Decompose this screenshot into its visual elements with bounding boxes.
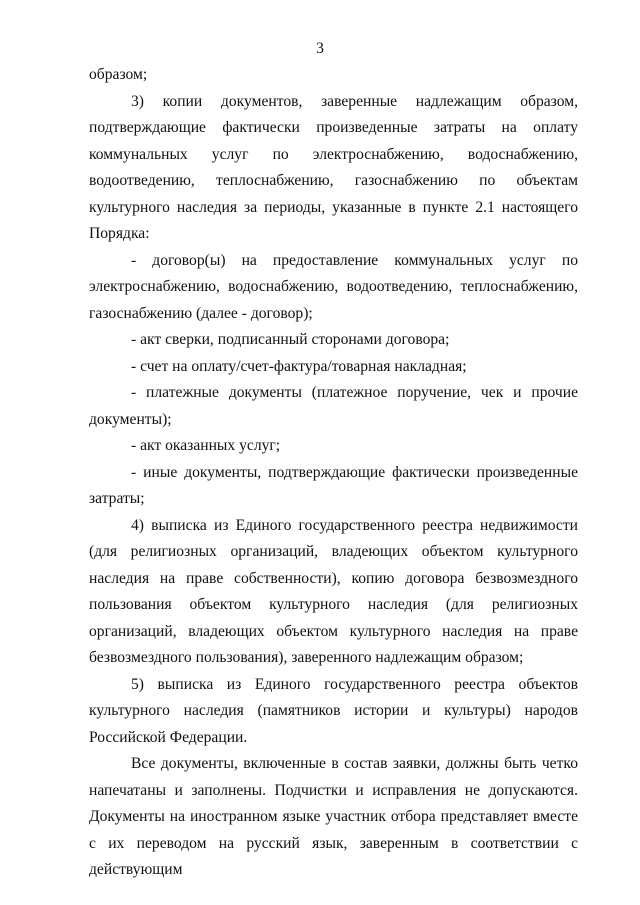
- list-item-services-act: - акт оказанных услуг;: [131, 437, 281, 454]
- paragraph-item-5: 5) выписка из Единого государственного реестра объектов культурного наследия (памятников истории и культуры) народов Российской Федерации.: [89, 675, 578, 746]
- document-body: [89, 62, 578, 884]
- list-item-other-documents: - иные документы, подтверждающие фактически произведенные затраты;: [89, 463, 578, 507]
- paragraph-item-4: 4) выписка из Единого государственного реестра недвижимости (для религиозных организаций, владеющих объектом культурного наследия на праве собственности), копию договора безвозмездного пользования объектом культурного наследия (для религиозных организаций, владеющих объектом культурного наследия на праве безвозмездного пользования), заверенного надлежащим образом;: [89, 516, 578, 666]
- paragraph-requirements: Все документы, включенные в состав заявки, должны быть четко напечатаны и заполнены. Подчистки и исправления не допускаются. Документы на иностранном языке участник отбора представляет вместе с их переводом на русский язык, заверенным в соответствии с действующим: [89, 755, 578, 878]
- list-item-invoice: - счет на оплату/счет-фактура/товарная накладная;: [131, 357, 467, 375]
- list-item-contract: - договор(ы) на предоставление коммунальных услуг по электроснабжению, водоснабжению, водоотведению, теплоснабжению, газоснабжению (далее - договор);: [89, 251, 578, 322]
- list-item-reconciliation-act: - акт сверки, подписанный сторонами договора;: [131, 331, 450, 348]
- list-item-payment-documents: - платежные документы (платежное поручение, чек и прочие документы);: [89, 384, 578, 428]
- paragraph-item-3: 3) копии документов, заверенные надлежащим образом, подтверждающие фактически произведенные затраты на оплату коммунальных услуг по электроснабжению, водоснабжению, водоотведению, теплоснабжению, газоснабжению по объектам культурного наследия за периоды, указанные в пункте 2.1 настоящего Порядка:: [89, 92, 578, 242]
- page-number: 3: [316, 40, 324, 57]
- paragraph-continuation: образом;: [89, 66, 148, 83]
